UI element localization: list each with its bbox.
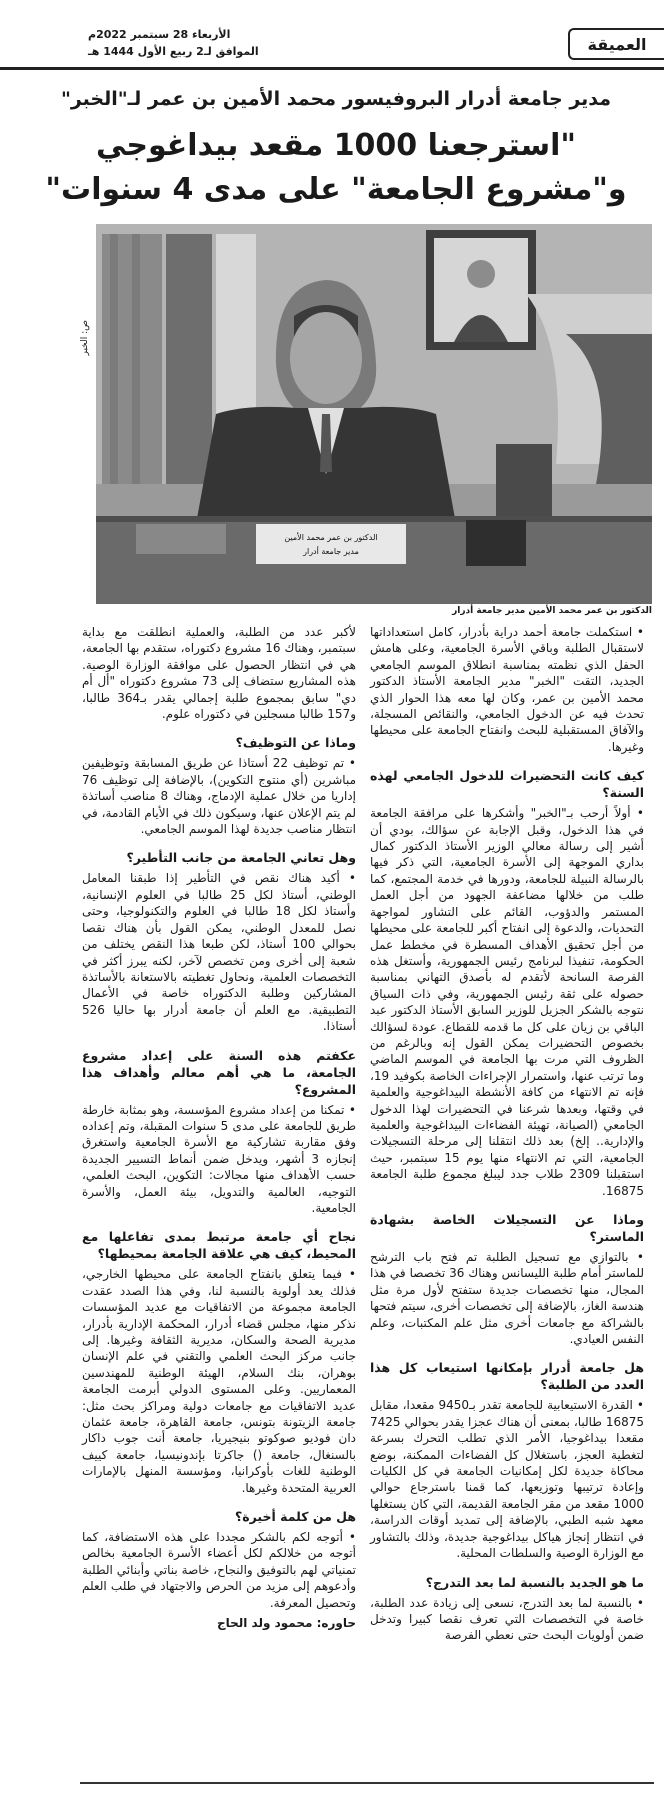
date-hijri: الموافق لـ2 ربيع الأول 1444 هـ [88,45,259,58]
article-paragraph: • أكيد هناك نقص في التأطير إذا طبقنا المعامل الوطني، أستاذ لكل 25 طالبا في العلوم الإنسانية، وأستاذ لكل 18 طالبا في العلوم والتكنولوجيا، وحتى نصل للمعدل الوطني، يمكن القول بأن هناك نقصا بحوالي 100 أستاذ، لكن طبعا هذا النقص يختلف من شعبة إلى أخرى ومن تخصص لآخر، لكنه يبرز أكثر في التخصصات العلمية، ونحاول تغطيته بالاستعانة بالأساتذة المشاركين وطلبة الدكتوراه خاصة في الأعمال التطبيقية. مع العلم أن جامعة أدرار بها حاليا 526 أستاذا. [82,871,356,1034]
interview-photo [96,224,652,604]
article-column-right [370,624,644,1646]
article-paragraph: • القدرة الاستيعابية للجامعة تقدر بـ9450 مقعدا، مقابل 16875 طالبا، بمعنى أن هناك عجزا يقدر بحوالي 7425 مقعدا بيداغوجيا، الأمر الذي تطلب التحرك بسرعة لتغطية العجز، باستغلال كل الفضاءات الممكنة، بوضع محاكاة جديدة لكل إمكانيات الجامعة في كل الكليات وإعادة ترتيبها وتوزيعها، كما قمنا باسترجاع حوالي 1000 مقعد من مقر الجامعة القديمة، التي كان يستغلها معهد شبه الطبي، بالإضافة إلى تمديد أوقات الدراسة، في انتظار إنجاز هياكل بيداغوجية جديدة، وذلك بالتشاور مع الوزارة الوصية والسلطات المحلية. [370,1398,644,1561]
article-paragraph: • بالتوازي مع تسجيل الطلبة تم فتح باب الترشح للماستر أمام طلبة الليسانس وهناك 36 تخصصا في هذا المجال، منها تخصصات جديدة ستفتح لأول مرة مثل هندسة الغاز، بالإضافة إلى تخصصات أخرى، سيتم فتحها بالشراكة مع جامعات أخرى مثل علم المكتبات، وعلم النفس العيادي. [370,1250,644,1347]
article-kicker: مدير جامعة أدرار البروفيسور محمد الأمين بن عمر لـ"الخبر" [60,88,612,110]
interview-question: وهل تعاني الجامعة من جانب التأطير؟ [126,850,356,866]
photo-caption: الدكتور بن عمر محمد الأمين مدير جامعة أدرار [452,606,652,616]
byline: حاوره: محمود ولد الحاج [216,1616,356,1631]
headline-line-2: و"مشروع الجامعة" على مدى 4 سنوات" [45,172,627,207]
article-paragraph: • بالنسبة لما بعد التدرج، نسعى إلى زيادة عدد الطلبة، خاصة في التخصصات التي تعرف نقصا كبيرا وتدخل ضمن أولويات البحث حتى نعطي الفرصة [370,1595,644,1643]
interview-question: هل جامعة أدرار بإمكانها استيعاب كل هذا العدد من الطلبة؟ [370,1360,644,1393]
article-headline [26,124,646,212]
interview-question: وماذا عن التسجيلات الخاصة بشهادة الماستر؟ [370,1212,644,1244]
article-column-left [82,624,356,1632]
page-header [0,0,664,70]
interview-question: هل من كلمة أخيرة؟ [234,1509,356,1525]
interview-question: كيف كانت التحضيرات للدخول الجامعي لهذه السنة؟ [370,768,644,801]
interview-question: نجاح أي جامعة مرتبط بمدى تفاعلها مع المحيط، كيف هي علاقة الجامعة بمحيطها؟ [82,1229,356,1262]
nameplate-line-2: مدير جامعة أدرار [303,547,359,556]
photo-illustration [96,224,652,604]
bottom-divider [80,1782,654,1784]
nameplate-line-1: الدكتور بن عمر محمد الأمين [284,533,378,542]
article-paragraph: • أتوجه لكم بالشكر مجددا على هذه الاستضافة، كما أتوجه من خلالكم لكل أعضاء الأسرة الجامعية بخالص تمنياتي لهم بالتوفيق والنجاح، خاصة بناتي وأبنائي الطلبة وأدعوهم إلى مزيد من الحرص والاجتهاد في طلب العلم وتحصيل المعرفة. [82,1530,356,1610]
article-paragraph: • أولاً أرحب بـ"الخبر" وأشكرها على مرافقة الجامعة في هذا الدخول، وقبل الإجابة عن سؤالك، بودي أن أشير إلى رسالة معالي الوزير الأستاذ الدكتور كمال بداري الموجهة إلى الأسرة الجامعية، التي ذكر فيها بالرسالة النبيلة للجامعة، ودورها في خدمة المجتمع، كما طلب من خلالها مضاعفة الجهود من أجل العمل المستمر والدؤوب، القائم على التشاور لمواجهة التحديات، والدعوة إلى انفتاح أكبر للجامعة على محيطها من أجل تحقيق الأهداف المسطرة في مخطط عمل الحكومة، تنفيذا لبرنامج رئيس الجمهورية، وأستغل هذه الفرصة السانحة لأتقدم له بأصدق التهاني بمناسبة حصوله على ثقة رئيس الجمهورية، وفي ذات السياق نتوجه بالشكر الجزيل للوزير السابق الأستاذ الدكتور عبد الباقي بن زيان على كل ما قدمه للقطاع. عودة لسؤالك بخصوص التحضيرات يمكن القول إنه وبالرغم من الظروف التي مرت بها الجامعة في الموسم الماضي وما ترتب عنها، واستمرار الإجراءات الخاصة بكوفيد 19، فإنه تم الانتهاء من كافة الأنشطة البيداغوجية والعلمية في وقتها، وبعدها شرعنا في التحضيرات لهذا الدخول الجامعي (الصيانة، تهيئة الفضاءات البيداغوجية والعلمية والإدارية.. إلخ) بعد ذلك انتقلنا إلى مرحلة التسجيلات الجامعية، التي تم الانتهاء منها يوم 15 سبتمبر، حيث استقبلنا 2309 طلاب جدد ليبلغ مجموع طلبة الجامعة 16875. [370,806,644,1198]
photo-credit: ص: الخبر [80,320,90,356]
section-label: العميقة [568,28,664,60]
interview-question: عكفتم هذه السنة على إعداد مشروع الجامعة، ما هي أهم معالم وأهداف هذا المشروع؟ [82,1047,356,1097]
article-paragraph: • تمكنا من إعداد مشروع المؤسسة، وهو بمثابة خارطة طريق للجامعة على مدى 5 سنوات المقبلة، وتم إعداده وفق مقاربة تشاركية مع الأسرة الجامعية واستغرق إنجازه 3 أشهر، ويدخل ضمن أنماط التسيير الجديدة حسب الأهداف منها مجالات: التكوين، البحث العلمي، التوجيه، العالمية والتدويل، بيئة العمل، والأسرة الجامعية. [82,1102,356,1215]
article-paragraph: • فيما يتعلق بانفتاح الجامعة على محيطها الخارجي، فذلك يعد أولوية بالنسبة لنا، وفي هذا الصدد عقدت الجامعة مجموعة من الاتفاقيات مع عديد المؤسسات نذكر منها، مجلس قضاء أدرار، المحكمة الإدارية بأدرار، مديرية الصحة والسكان، مديرية الثقافة وغيرها. إلى جانب مركز البحث العلمي والتقني في علم الإنسان بوهران، بنك السلام، الهيئة الوطنية للمهندسين المعماريين. وعلى المستوى الدولي أبرمت الجامعة عديد الاتفاقيات مع جامعات دولية ومراكز بحث مثل: جامعة الزيتونة بتونس، جامعة القاهرة، جامعة عثمان دان فوديو صوكوتو بنيجيريا، جامعة أنت جوب داكار بالسنغال، جامعة () جاكرتا بإندونيسيا، جامعة كييف الوطنية للغات بأوكرانيا، ومؤسسة المنهل بالإمارات العربية المتحدة وغيرها. [82,1267,356,1495]
date-gregorian: الأربعاء 28 سبتمبر 2022م [88,28,231,41]
article-paragraph: • استكملت جامعة أحمد دراية بأدرار، كامل استعداداتها لاستقبال الطلبة وباقي الأسرة الجامعية، وعلى هامش الحفل الذي نظمته بمناسبة انطلاق الموسم الجامعي الجديد، التقت "الخبر" مدير الجامعة الأستاذ الدكتور محمد الأمين بن عمر، وكان لها معه هذا الحوار الذي تحدث فيه عن الدخول الجامعي، والنقائص المسجلة، والآفاق المستقبلية للبحث وانفتاح الجامعة على محيطها وغيرها. [370,625,644,754]
headline-line-1: "استرجعنا 1000 مقعد بيداغوجي [95,128,577,163]
article-paragraph: لأكبر عدد من الطلبة، والعملية انطلقت مع بداية سبتمبر، وهناك 16 مشروع دكتوراه، ستقدم بها الجامعة، هي في انتظار الحصول على موافقة الوزارة الوصية. هذه المشاريع ستضاف إلى 73 مشروع دكتوراه "أل أم دي" سابق بمجموع طلبة إجمالي يقدر بـ364 طالبا، و157 طالبا مسجلين في دكتوراه علوم. [82,625,357,722]
article-paragraph: • تم توظيف 22 أستاذا عن طريق المسابقة وتوظيفين مباشرين (أي منتوج التكوين)، بالإضافة إلى توظيف 76 إداريا من خلال عملية الإدماج، وهناك 8 مناصب أساتذة لم يتم الإعلان عنها، وسيكون ذلك في الأيام القادمة، في انتظار مناصب جديدة لهذا الموسم الجامعي. [82,756,356,837]
interview-question: وماذا عن التوظيف؟ [235,735,356,751]
date-block [88,26,348,60]
interview-question: ما هو الجديد بالنسبة لما بعد التدرج؟ [425,1574,644,1590]
